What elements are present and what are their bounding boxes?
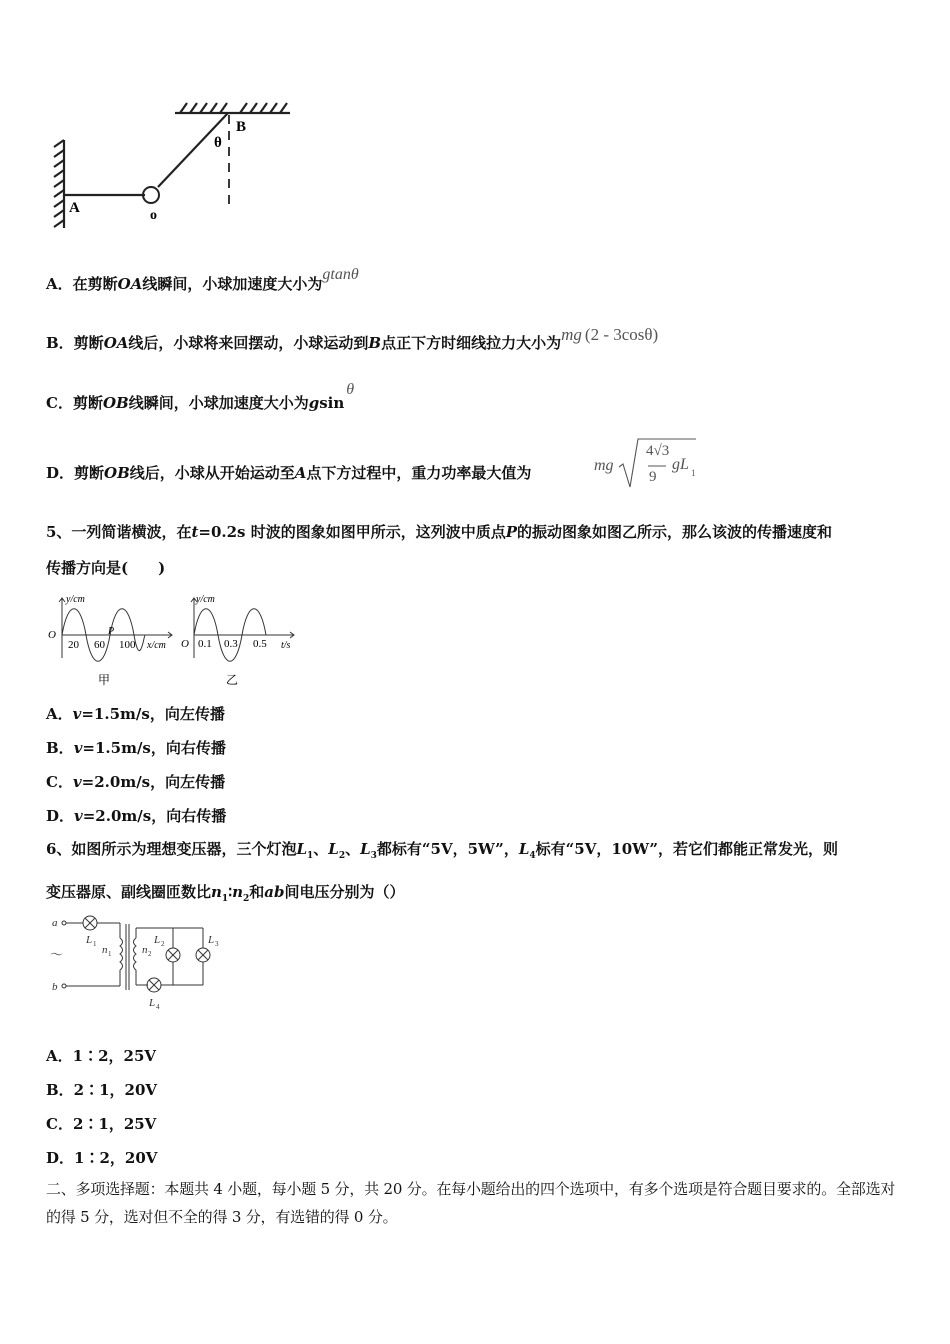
q5-option-d	[46, 805, 226, 826]
tick-label: 0.1	[198, 638, 212, 650]
tick-label: 60	[94, 639, 105, 651]
formula: mg	[594, 457, 614, 474]
subscript: 1	[221, 894, 229, 904]
terminal-a-label: a	[52, 917, 58, 929]
formula: gL	[672, 456, 689, 473]
q4-label-b: B	[236, 119, 247, 135]
q4-pendulum-figure	[50, 95, 300, 230]
option-text: D．剪断	[46, 464, 105, 482]
axis-origin: O	[181, 638, 189, 650]
stem-text: 间电压分别为（）	[284, 883, 405, 901]
formula: sin	[319, 394, 345, 412]
subscript: 4	[156, 1003, 160, 1011]
fraction-numerator: 4√3	[646, 443, 670, 459]
option-text: C．剪断	[46, 394, 103, 412]
variable: v	[72, 705, 82, 723]
stem-text: =0.2s 时波的图象如图甲所示，这列波中质点	[198, 523, 506, 541]
lamp-l4-label: L	[149, 997, 156, 1009]
axis-label-y: y/cm	[196, 594, 215, 605]
q4-label-theta: θ	[214, 135, 222, 151]
tick-label: 0.5	[253, 638, 267, 650]
q6-option-c: C．2∶1，25V	[46, 1115, 157, 1133]
q5-stem	[46, 514, 908, 586]
formula: (2 - 3cosθ)	[584, 325, 659, 344]
ac-source-symbol: ～	[50, 947, 64, 962]
option-text: =2.0m/s，向左传播	[81, 773, 226, 791]
option-letter: C．	[46, 773, 73, 791]
q4-label-a: A	[69, 200, 80, 216]
tick-label: 0.3	[224, 638, 238, 650]
subscript: 2	[148, 950, 152, 958]
q5-option-c	[46, 771, 225, 792]
terminal-b-label: b	[52, 981, 58, 993]
subscript: 3	[370, 851, 377, 861]
lamp-l3-label: L	[208, 934, 215, 946]
variable: B	[368, 334, 382, 352]
q5-option-a	[46, 703, 225, 724]
stem-text: 都标有“5V，5W”，	[376, 840, 519, 858]
variable: P	[505, 523, 518, 541]
variable: v	[72, 773, 82, 791]
option-text: 线后，小球将来回摆动，小球运动到	[128, 334, 369, 352]
q4-option-c	[46, 381, 355, 413]
q5-wave-graph-jia	[46, 590, 178, 690]
subscript: 2	[243, 894, 250, 904]
subscript: 1	[108, 950, 112, 958]
stem-text: ∶	[228, 883, 233, 901]
variable: n	[211, 883, 222, 901]
axis-origin: O	[48, 629, 56, 641]
stem-text: 的振动图象如图乙所示，那么该波的传播速度和	[517, 523, 833, 541]
coil-n2-label: n	[142, 944, 148, 956]
q4-d-formula	[594, 437, 704, 491]
variable: ab	[264, 883, 285, 901]
variable: t	[191, 523, 199, 541]
option-text: A．在剪断	[46, 275, 118, 293]
axis-label-y: y/cm	[66, 594, 85, 605]
option-text: =1.5m/s，向左传播	[81, 705, 225, 723]
coil-n1-label: n	[102, 944, 108, 956]
stem-text: 传播方向是( )	[46, 559, 166, 577]
tick-label: 20	[68, 639, 79, 651]
subscript: 1	[93, 940, 97, 948]
point-label: P	[108, 626, 115, 637]
stem-text: 6、如图所示为理想变压器，三个灯泡	[46, 840, 297, 858]
formula: θ	[346, 381, 355, 398]
formula: gtanθ	[322, 266, 359, 283]
fraction-denominator: 9	[649, 469, 657, 485]
option-text: =2.0m/s，向右传播	[82, 807, 227, 825]
variable: OA	[103, 334, 129, 352]
stem-text: 、	[345, 840, 361, 858]
option-text: B．剪断	[46, 334, 104, 352]
stem-text: 、	[313, 840, 329, 858]
option-text: 线瞬间，小球加速度大小为	[142, 275, 323, 293]
stem-text: 和	[249, 883, 265, 901]
lamp-l2-label: L	[154, 934, 161, 946]
variable: OA	[117, 275, 143, 293]
option-letter: A．	[46, 705, 73, 723]
subscript: 2	[161, 940, 165, 948]
q6-transformer-circuit	[48, 910, 238, 1015]
subscript: 3	[215, 940, 219, 948]
subscript: 2	[338, 851, 346, 861]
variable: OB	[104, 464, 130, 482]
q4-option-b	[46, 325, 659, 353]
graph-caption: 甲	[98, 673, 111, 687]
option-text: =1.5m/s，向右传播	[82, 739, 226, 757]
stem-text: 5、一列简谐横波，在	[46, 523, 192, 541]
option-letter: D．	[46, 807, 75, 825]
q6-option-b: B．2∶1，20V	[46, 1081, 158, 1099]
option-text: 点正下方时细线拉力大小为	[381, 334, 562, 352]
option-letter: B．	[46, 739, 74, 757]
variable: v	[73, 739, 83, 757]
variable: n	[232, 883, 243, 901]
q5-vibration-graph-yi	[178, 590, 300, 690]
variable: L	[328, 840, 339, 858]
q6-option-a: A．1∶2，25V	[46, 1047, 157, 1065]
option-text: 线瞬间，小球加速度大小为	[128, 394, 309, 412]
q5-option-b	[46, 737, 226, 758]
q4-option-a	[46, 266, 359, 294]
q6-stem	[46, 831, 908, 917]
lamp-l1-label: L	[86, 934, 93, 946]
tick-label: 100	[119, 639, 136, 651]
variable: OB	[102, 394, 129, 412]
stem-text: 标有“5V，10W”，若它们都能正常发光，则	[535, 840, 838, 858]
section-2-instructions: 二、多项选择题：本题共 4 小题，每小题 5 分，共 20 分。在每小题给出的四个选项中，有多个选项是符合题目要求的。全部选对的得 5 分，选对但不全的得 3 分，有选错的得 0 分。	[46, 1180, 896, 1226]
option-text: 线后，小球从开始运动至	[129, 464, 295, 482]
stem-text: 变压器原、副线圈匝数比	[46, 883, 212, 901]
variable: L	[296, 840, 307, 858]
graph-caption: 乙	[226, 673, 239, 687]
axis-label-x: t/s	[281, 640, 291, 651]
subscript: 1	[307, 851, 314, 861]
variable: v	[74, 807, 83, 825]
subscript: 1	[691, 468, 696, 478]
variable: L	[518, 840, 530, 858]
option-text: 点下方过程中，重力功率最大值为	[306, 464, 532, 482]
axis-label-x: x/cm	[147, 640, 166, 651]
q6-option-d: D．1∶2，20V	[46, 1149, 158, 1167]
q4-option-d	[46, 462, 531, 483]
formula: g	[308, 394, 320, 412]
variable: A	[294, 464, 307, 482]
formula: mg	[561, 325, 582, 344]
subscript: 4	[529, 851, 536, 861]
variable: L	[360, 840, 371, 858]
q4-label-o: o	[150, 208, 157, 223]
